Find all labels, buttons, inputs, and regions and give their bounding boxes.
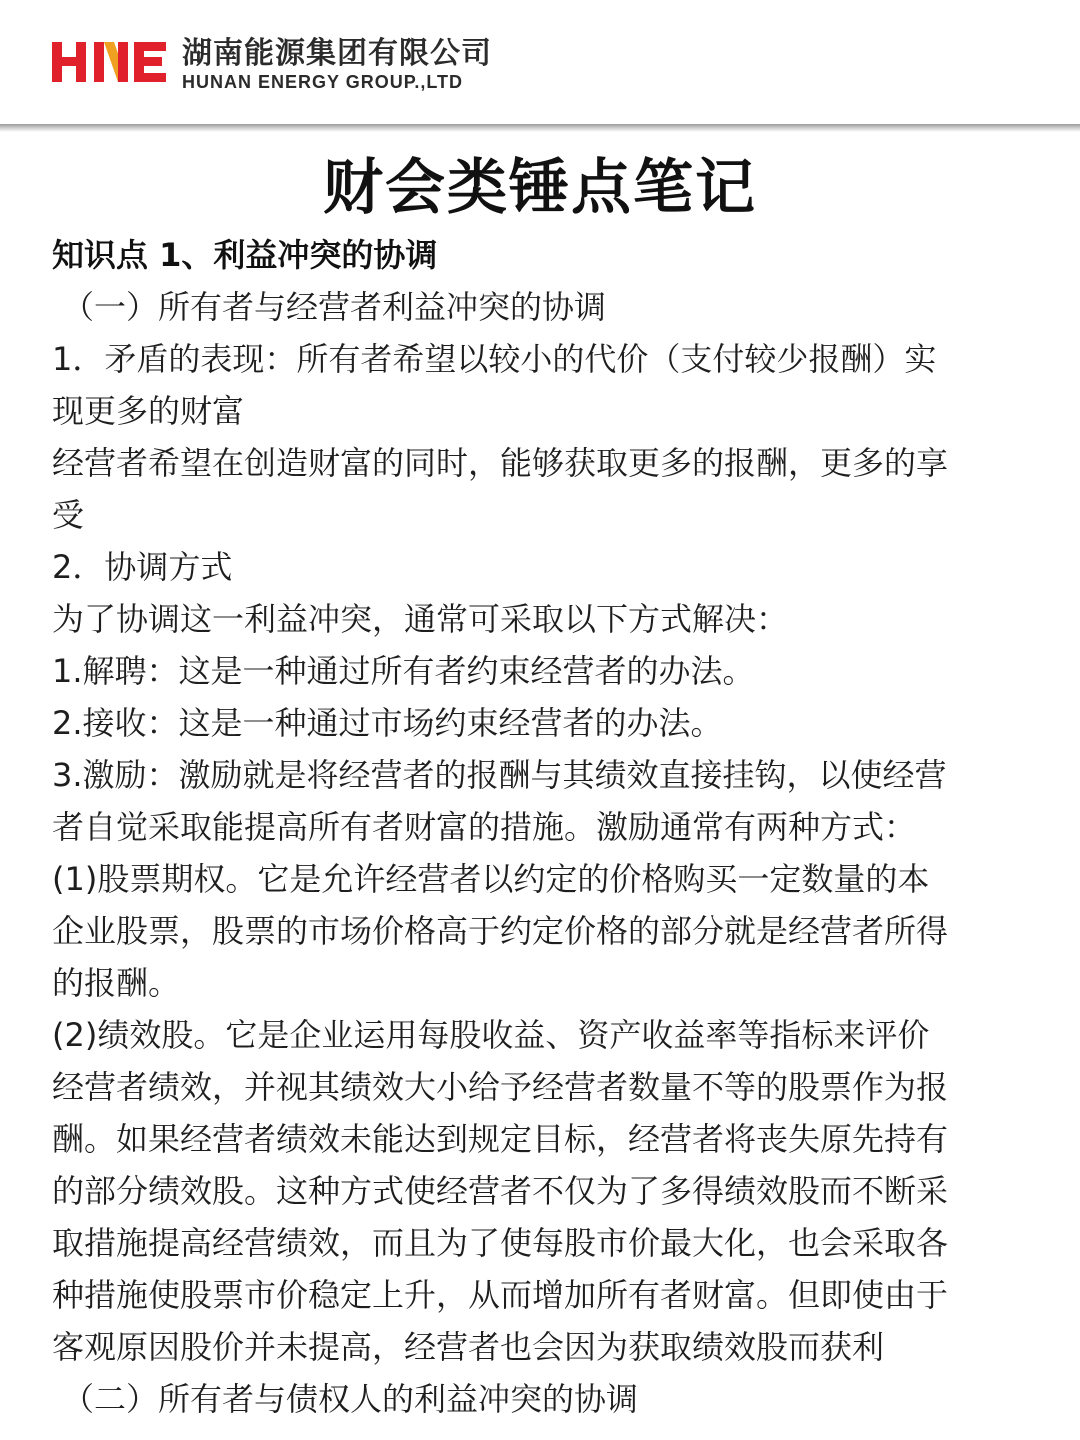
section-heading: 知识点 1、利益冲突的协调 (52, 236, 438, 274)
text-line: 为了协调这一利益冲突，通常可采取以下方式解决： (52, 600, 789, 638)
text-line: 2.接收：这是一种通过市场约束经营者的办法。 (52, 704, 723, 742)
text-line: 种措施使股票市价稳定上升，从而增加所有者财富。但即使由于 (52, 1276, 949, 1314)
text-line: 客观原因股价并未提高，经营者也会因为获取绩效股而获利 (52, 1328, 885, 1366)
text-line: 的报酬。 (52, 964, 181, 1002)
text-line: (1)股票期权。它是允许经营者以约定的价格购买一定数量的本 (52, 860, 930, 898)
page-title: 财会类锤点笔记 (323, 153, 757, 223)
company-name-cn: 湖南能源集团有限公司 (182, 36, 492, 71)
text-line: 酬。如果经营者绩效未能达到规定目标，经营者将丧失原先持有 (52, 1120, 949, 1158)
text-line: 2．协调方式 (52, 548, 233, 586)
text-line: 1．矛盾的表现：所有者希望以较小的代价（支付较少报酬）实 (52, 340, 937, 378)
company-logo-mark (52, 38, 168, 86)
text-line: 现更多的财富 (52, 392, 245, 430)
text-line: (2)绩效股。它是企业运用每股收益、资产收益率等指标来评价 (52, 1016, 930, 1054)
text-line: 企业股票，股票的市场价格高于约定价格的部分就是经营者所得 (52, 912, 949, 950)
page-header (0, 0, 1080, 128)
company-name-en: HUNAN ENERGY GROUP.,LTD (182, 72, 464, 92)
text-line: 3.激励：激励就是将经营者的报酬与其绩效直接挂钩，以使经营 (52, 756, 947, 794)
text-line: 1.解聘：这是一种通过所有者约束经营者的办法。 (52, 652, 755, 690)
text-line: 者自觉采取能提高所有者财富的措施。激励通常有两种方式： (52, 808, 917, 846)
notes-body (52, 229, 1032, 1425)
header-divider (0, 124, 1080, 132)
text-line: （二）所有者与债权人的利益冲突的协调 (62, 1380, 639, 1418)
company-name-block (182, 38, 492, 92)
text-line: 经营者希望在创造财富的同时，能够获取更多的报酬，更多的享 (52, 444, 949, 482)
text-line: 受 (52, 496, 85, 534)
text-line: 经营者绩效，并视其绩效大小给予经营者数量不等的股票作为报 (52, 1068, 949, 1106)
text-line: 取措施提高经营绩效，而且为了使每股市价最大化，也会采取各 (52, 1224, 949, 1262)
text-line: （一）所有者与经营者利益冲突的协调 (62, 288, 607, 326)
text-line: 的部分绩效股。这种方式使经营者不仅为了多得绩效股而不断采 (52, 1172, 949, 1210)
